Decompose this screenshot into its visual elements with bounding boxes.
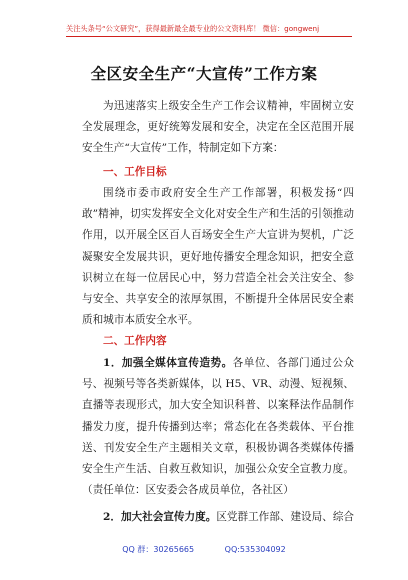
item-1-lead: 1．加强全媒体宣传造势。	[103, 357, 233, 369]
section-heading-content: 二、工作内容	[103, 335, 167, 347]
section-heading-goals: 一、工作目标	[103, 166, 167, 178]
content-item-2	[82, 507, 354, 529]
header-banner: 关注头条号“公文研究”，获得最新最全最专业的公文资料库！ 微信：gongwenj	[66, 22, 352, 37]
item-2-lead: 2．加大社会宣传力度。	[103, 511, 217, 523]
item-1-text: 各单位、各部门通过公众号、视频号等各类新媒体，以 H5、VR、动漫、短视频、直播等表现形式，加大安全知识科普、以案释法作品制作播发力度，提升传播到达率；常态化在各类载体、平台推送、刊发安全生产主题相关文章，积极协调各类媒体传播安全生产生活、自救互救知识，加强公众安全宣教力度。（责任单位：区安委会各成员单位，各社区）	[82, 357, 355, 497]
intro-paragraph: 为迅速落实上级安全生产工作会议精神，牢固树立安全发展理念，更好统筹发展和安全，决定在全区范围开展安全生产“大宣传”工作，特制定如下方案：	[82, 100, 354, 155]
footer	[0, 544, 408, 555]
goals-paragraph: 围绕市委市政府安全生产工作部署，积极发扬“四敢”精神，切实发挥安全文化对安全生产和生活的引领推动作用，以开展全区百人百场安全生产大宣讲为契机，广泛凝聚安全发展共识，更好地传播安全理念知识，把安全意识树立在每一位居民心中，努力营造全社会关注安全、参与安全、共享安全的浓厚氛围，不断提升全体居民安全素质和城市本质安全水平。	[82, 187, 354, 327]
document-title: 全区安全生产“大宣传”工作方案	[90, 64, 318, 83]
footer-qq-group: QQ 群：30265665	[122, 545, 195, 554]
content-item-1	[82, 353, 354, 505]
footer-qq: QQ:535304092	[224, 545, 286, 554]
item-2-text: 区党群工作部、建设局、综合	[216, 511, 354, 523]
